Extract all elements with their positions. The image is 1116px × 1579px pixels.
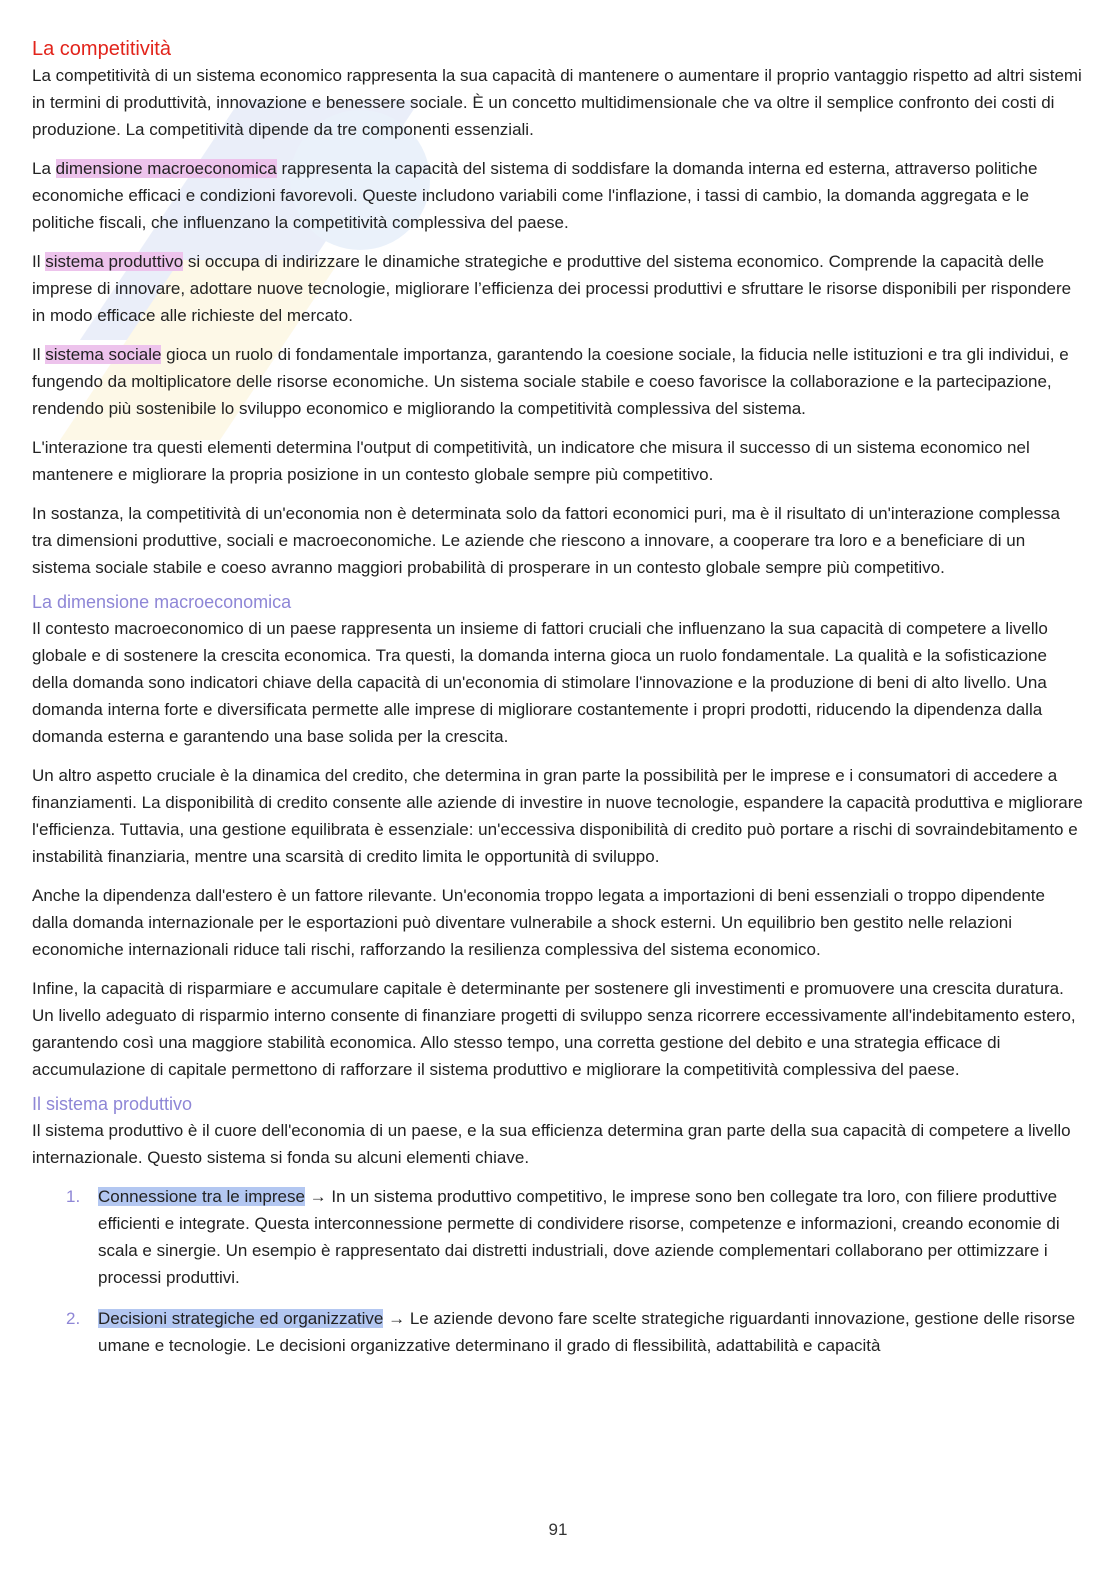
list-item: 2. Decisioni strategiche ed organizzative → Le aziende devono fare scelte strategiche riguardanti innovazione, gestione delle risorse umane e tecnologie. Le decisioni organizzative determinano il grado di flessibilità, adattabilità e capacità xyxy=(98,1305,1084,1359)
highlight-term: Connessione tra le imprese xyxy=(98,1187,305,1206)
paragraph: Il sistema produttivo si occupa di indirizzare le dinamiche strategiche e produttive del sistema economico. Comprende la capacità delle imprese di innovare, adottare nuove tecnologie, migliorare l’efficienza dei processi produttivi e sfruttare le risorse disponibili per rispondere in modo efficace alle richieste del mercato. xyxy=(32,252,1072,325)
list-number: 2. xyxy=(66,1309,81,1328)
paragraph: Infine, la capacità di risparmiare e accumulare capitale è determinante per sostenere gli investimenti e promuovere una crescita duratura. Un livello adeguato di risparmio interno consente di finanziare progetti di sviluppo senza ricorrere eccessivamente all'indebitamento estero, garantendo così una maggiore stabilità economica. Allo stesso tempo, una corretta gestione del debito e una strategia efficace di accumulazione di capitale permettono di rafforzare il sistema produttivo e migliorare la competitività complessiva del paese. xyxy=(32,979,1076,1079)
paragraph: Il contesto macroeconomico di un paese rappresenta un insieme di fattori cruciali che influenzano la sua capacità di competere a livello globale e di sostenere la crescita economica. Tra questi, la domanda interna gioca un ruolo fondamentale. La qualità e la sofisticazione della domanda sono indicatori chiave della capacità di un'economia di stimolare l'innovazione e la produzione di beni di alto livello. Una domanda interna forte e diversificata permette alle imprese di migliorare costantemente i propri prodotti, riducendo la dipendenza dalla domanda esterna e garantendo una base solida per la crescita. xyxy=(32,619,1048,746)
paragraph: Anche la dipendenza dall'estero è un fattore rilevante. Un'economia troppo legata a importazioni di beni essenziali o troppo dipendente dalla domanda internazionale per le esportazioni può diventare vulnerabile a shock esterni. Un equilibrio ben gestito nelle relazioni economiche internazionali riduce tali rischi, rafforzando la resilienza complessiva del sistema economico. xyxy=(32,886,1045,959)
section-title-competitivita: La competitività xyxy=(32,38,171,60)
list-number: 1. xyxy=(66,1187,81,1206)
numbered-list xyxy=(32,1183,1084,1359)
highlight-term: sistema produttivo xyxy=(45,252,184,271)
list-item: 1. Connessione tra le imprese → In un sistema produttivo competitivo, le imprese sono ben collegate tra loro, con filiere produttive efficienti e integrate. Questa interconnessione permette di condividere risorse, competenze e informazioni, creando economie di scala e sinergie. Un esempio è rappresentato dai distretti industriali, dove aziende complementari collaborano per ottimizzare i processi produttivi. xyxy=(98,1183,1084,1291)
section-title-dimensione-macroeconomica: La dimensione macroeconomica xyxy=(32,592,292,612)
paragraph: Il sistema sociale gioca un ruolo di fondamentale importanza, garantendo la coesione sociale, la fiducia nelle istituzioni e tra gli individui, e fungendo da moltiplicatore delle risorse economiche. Un sistema sociale stabile e coeso favorisce la collaborazione e la partecipazione, rendendo più sostenibile lo sviluppo economico e migliorando la competitività complessiva del sistema. xyxy=(32,345,1069,418)
document-page xyxy=(32,36,1084,1373)
paragraph: La competitività di un sistema economico rappresenta la sua capacità di mantenere o aumentare il proprio vantaggio rispetto ad altri sistemi in termini di produttività, innovazione e benessere sociale. È un concetto multidimensionale che va oltre il semplice confronto dei costi di produzione. La competitività dipende da tre componenti essenziali. xyxy=(32,66,1082,139)
paragraph: Un altro aspetto cruciale è la dinamica del credito, che determina in gran parte la possibilità per le imprese e i consumatori di accedere a finanziamenti. La disponibilità di credito consente alle aziende di investire in nuove tecnologie, espandere la capacità produttiva e migliorare l'efficienza. Tuttavia, una gestione equilibrata è essenziale: un'eccessiva disponibilità di credito può portare a rischi di sovraindebitamento e instabilità finanziaria, mentre una scarsità di credito limita le opportunità di sviluppo. xyxy=(32,766,1083,866)
paragraph: Il sistema produttivo è il cuore dell'economia di un paese, e la sua efficienza determina gran parte della sua capacità di competere a livello internazionale. Questo sistema si fonda su alcuni elementi chiave. xyxy=(32,1121,1071,1167)
highlight-term: Decisioni strategiche ed organizzative xyxy=(98,1309,384,1328)
page-number: 91 xyxy=(548,1520,568,1539)
paragraph: In sostanza, la competitività di un'economia non è determinata solo da fattori economici puri, ma è il risultato di un'interazione complessa tra dimensioni produttive, sociali e macroeconomiche. Le aziende che riescono a innovare, a cooperare tra loro e a beneficiare di un sistema sociale stabile e coeso avranno maggiori probabilità di prosperare in un contesto globale sempre più competitivo. xyxy=(32,504,1060,577)
paragraph: L'interazione tra questi elementi determina l'output di competitività, un indicatore che misura il successo di un sistema economico nel mantenere e migliorare la propria posizione in un contesto globale sempre più competitivo. xyxy=(32,438,1030,484)
paragraph: La dimensione macroeconomica rappresenta la capacità del sistema di soddisfare la domanda interna ed esterna, attraverso politiche economiche efficaci e condizioni favorevoli. Queste includono variabili come l'inflazione, i tassi di cambio, la domanda aggregata e le politiche fiscali, che influenzano la competitività complessiva del paese. xyxy=(32,159,1038,232)
highlight-term: dimensione macroeconomica xyxy=(55,159,277,178)
section-title-sistema-produttivo: Il sistema produttivo xyxy=(32,1094,193,1114)
highlight-term: sistema sociale xyxy=(45,345,162,364)
